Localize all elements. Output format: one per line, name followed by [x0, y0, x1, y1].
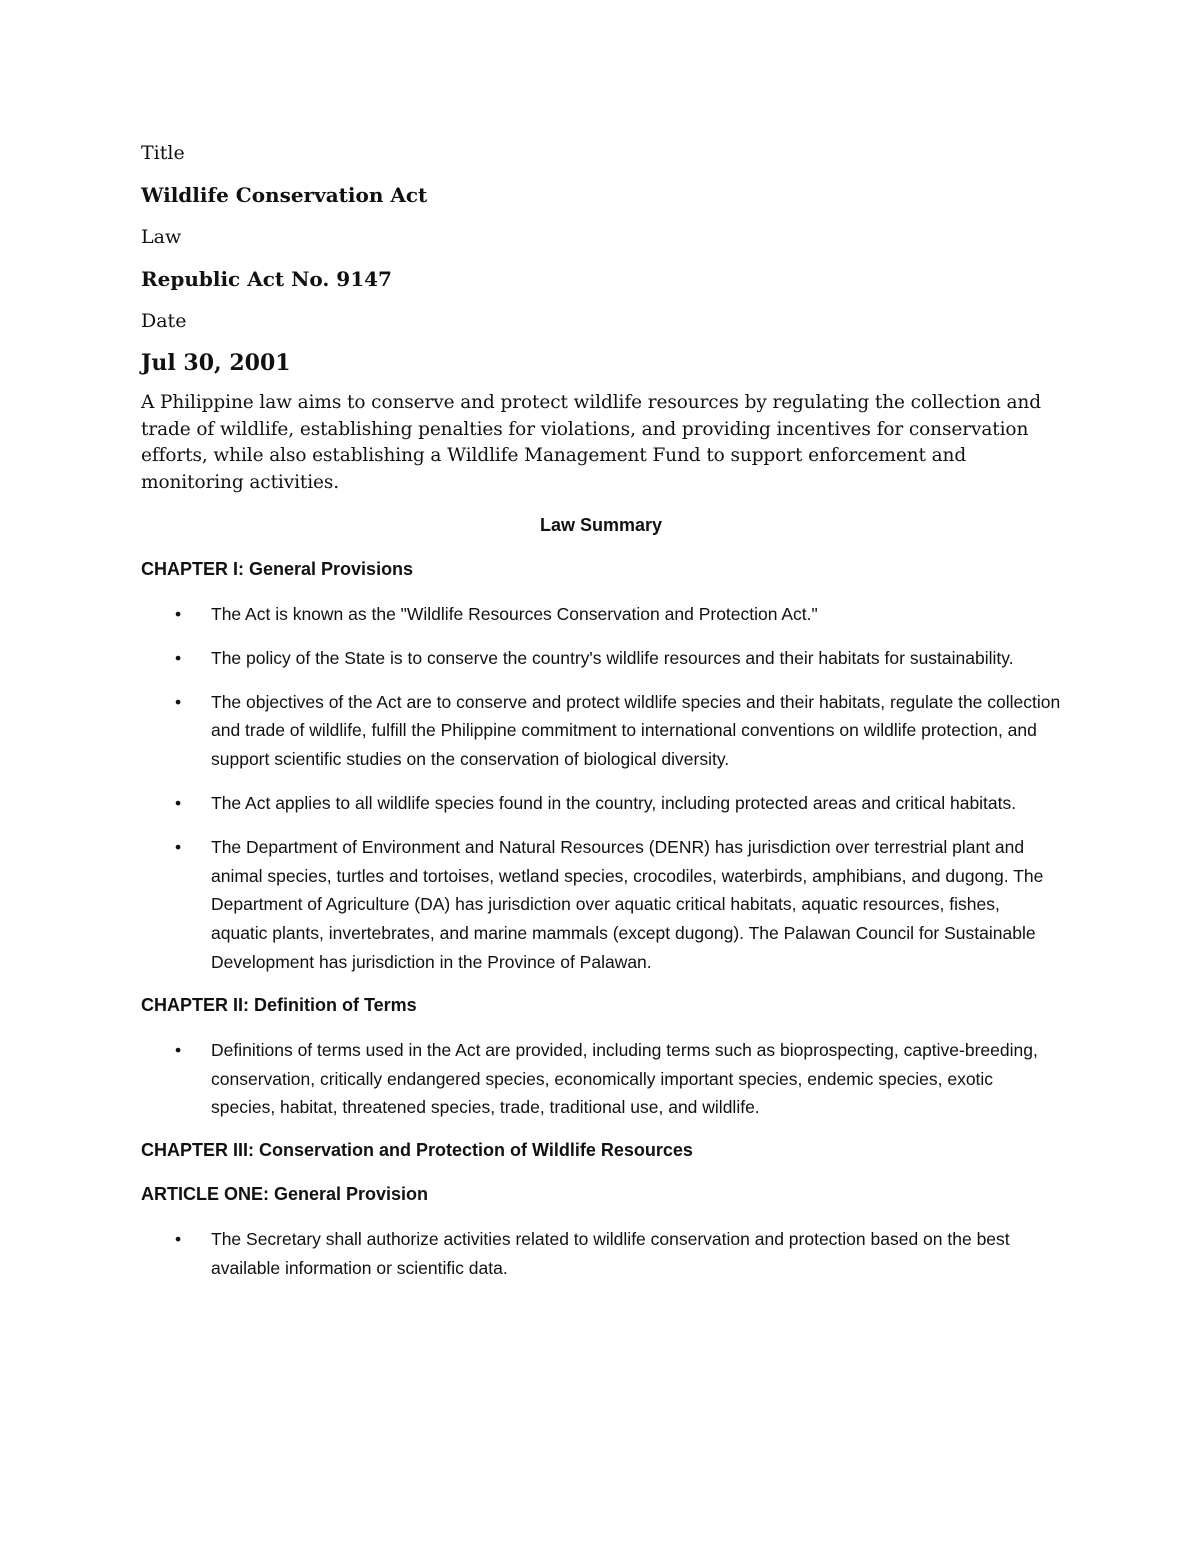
- title-label: Title: [141, 142, 185, 164]
- bullet-icon: •: [175, 1039, 182, 1060]
- bullet-list: [141, 1036, 1061, 1122]
- bullet-list: [141, 1225, 1061, 1283]
- list-item: [141, 833, 1061, 977]
- section-heading: ARTICLE ONE: General Provision: [141, 1184, 429, 1205]
- list-item-text: The Act is known as the "Wildlife Resources Conservation and Protection Act.": [211, 604, 818, 624]
- law-label: Law: [141, 226, 182, 248]
- section-heading: CHAPTER III: Conservation and Protection of Wildlife Resources: [141, 1140, 693, 1161]
- list-item-text: The Department of Environment and Natural Resources (DENR) has jurisdiction over terrestrial plant and animal species, turtles and tortoises, wetland species, crocodiles, waterbirds, amphibians, and dugong. The Department of Agriculture (DA) has jurisdiction over aquatic critical habitats, aquatic resources, fishes, aquatic plants, invertebrates, and marine mammals (except dugong). The Palawan Council for Sustainable Development has jurisdiction in the Province of Palawan.: [211, 836, 1044, 972]
- list-item: [141, 1036, 1061, 1122]
- bullet-list: [141, 600, 1061, 977]
- section-heading: CHAPTER I: General Provisions: [141, 559, 414, 579]
- list-item: [141, 688, 1061, 774]
- list-item-text: Definitions of terms used in the Act are provided, including terms such as bioprospecting, captive-breeding, conservation, critically endangered species, economically important species, endemic species, exotic species, habitat, threatened species, trade, traditional use, and wildlife.: [211, 1039, 1038, 1118]
- bullet-icon: •: [175, 647, 182, 668]
- bullet-icon: •: [175, 691, 182, 712]
- bullet-icon: •: [175, 792, 182, 813]
- list-item-text: The objectives of the Act are to conserve and protect wildlife species and their habitats, regulate the collection and trade of wildlife, fulfill the Philippine commitment to international conventions on wildlife protection, and support scientific studies on the conservation of biological diversity.: [211, 691, 1061, 770]
- list-item-text: The policy of the State is to conserve the country's wildlife resources and their habitats for sustainability.: [211, 647, 1014, 668]
- list-item: [141, 789, 1061, 818]
- summary-title: Law Summary: [539, 515, 663, 535]
- list-item-text: The Act applies to all wildlife species found in the country, including protected areas and critical habitats.: [211, 792, 1017, 813]
- list-item-text: The Secretary shall authorize activities related to wildlife conservation and protection based on the best available information or scientific data.: [211, 1229, 1010, 1278]
- bullet-icon: •: [175, 1229, 182, 1250]
- list-item: [141, 1225, 1061, 1283]
- section-heading: CHAPTER II: Definition of Terms: [141, 994, 417, 1015]
- law-number: Republic Act No. 9147: [141, 267, 392, 291]
- bullet-icon: •: [175, 604, 182, 624]
- document-page: [141, 138, 1061, 1298]
- law-description: A Philippine law aims to conserve and protect wildlife resources by regulating the collection and trade of wildlife, establishing penalties for violations, and providing incentives for conservation efforts, while also establishing a Wildlife Management Fund to support enforcement and monitoring activities.: [141, 392, 1041, 493]
- list-item: [141, 644, 1061, 673]
- law-title: Wildlife Conservation Act: [141, 183, 428, 207]
- law-date: Jul 30, 2001: [141, 350, 291, 376]
- list-item: [141, 600, 1061, 629]
- bullet-icon: •: [175, 836, 182, 857]
- date-label: Date: [141, 310, 187, 332]
